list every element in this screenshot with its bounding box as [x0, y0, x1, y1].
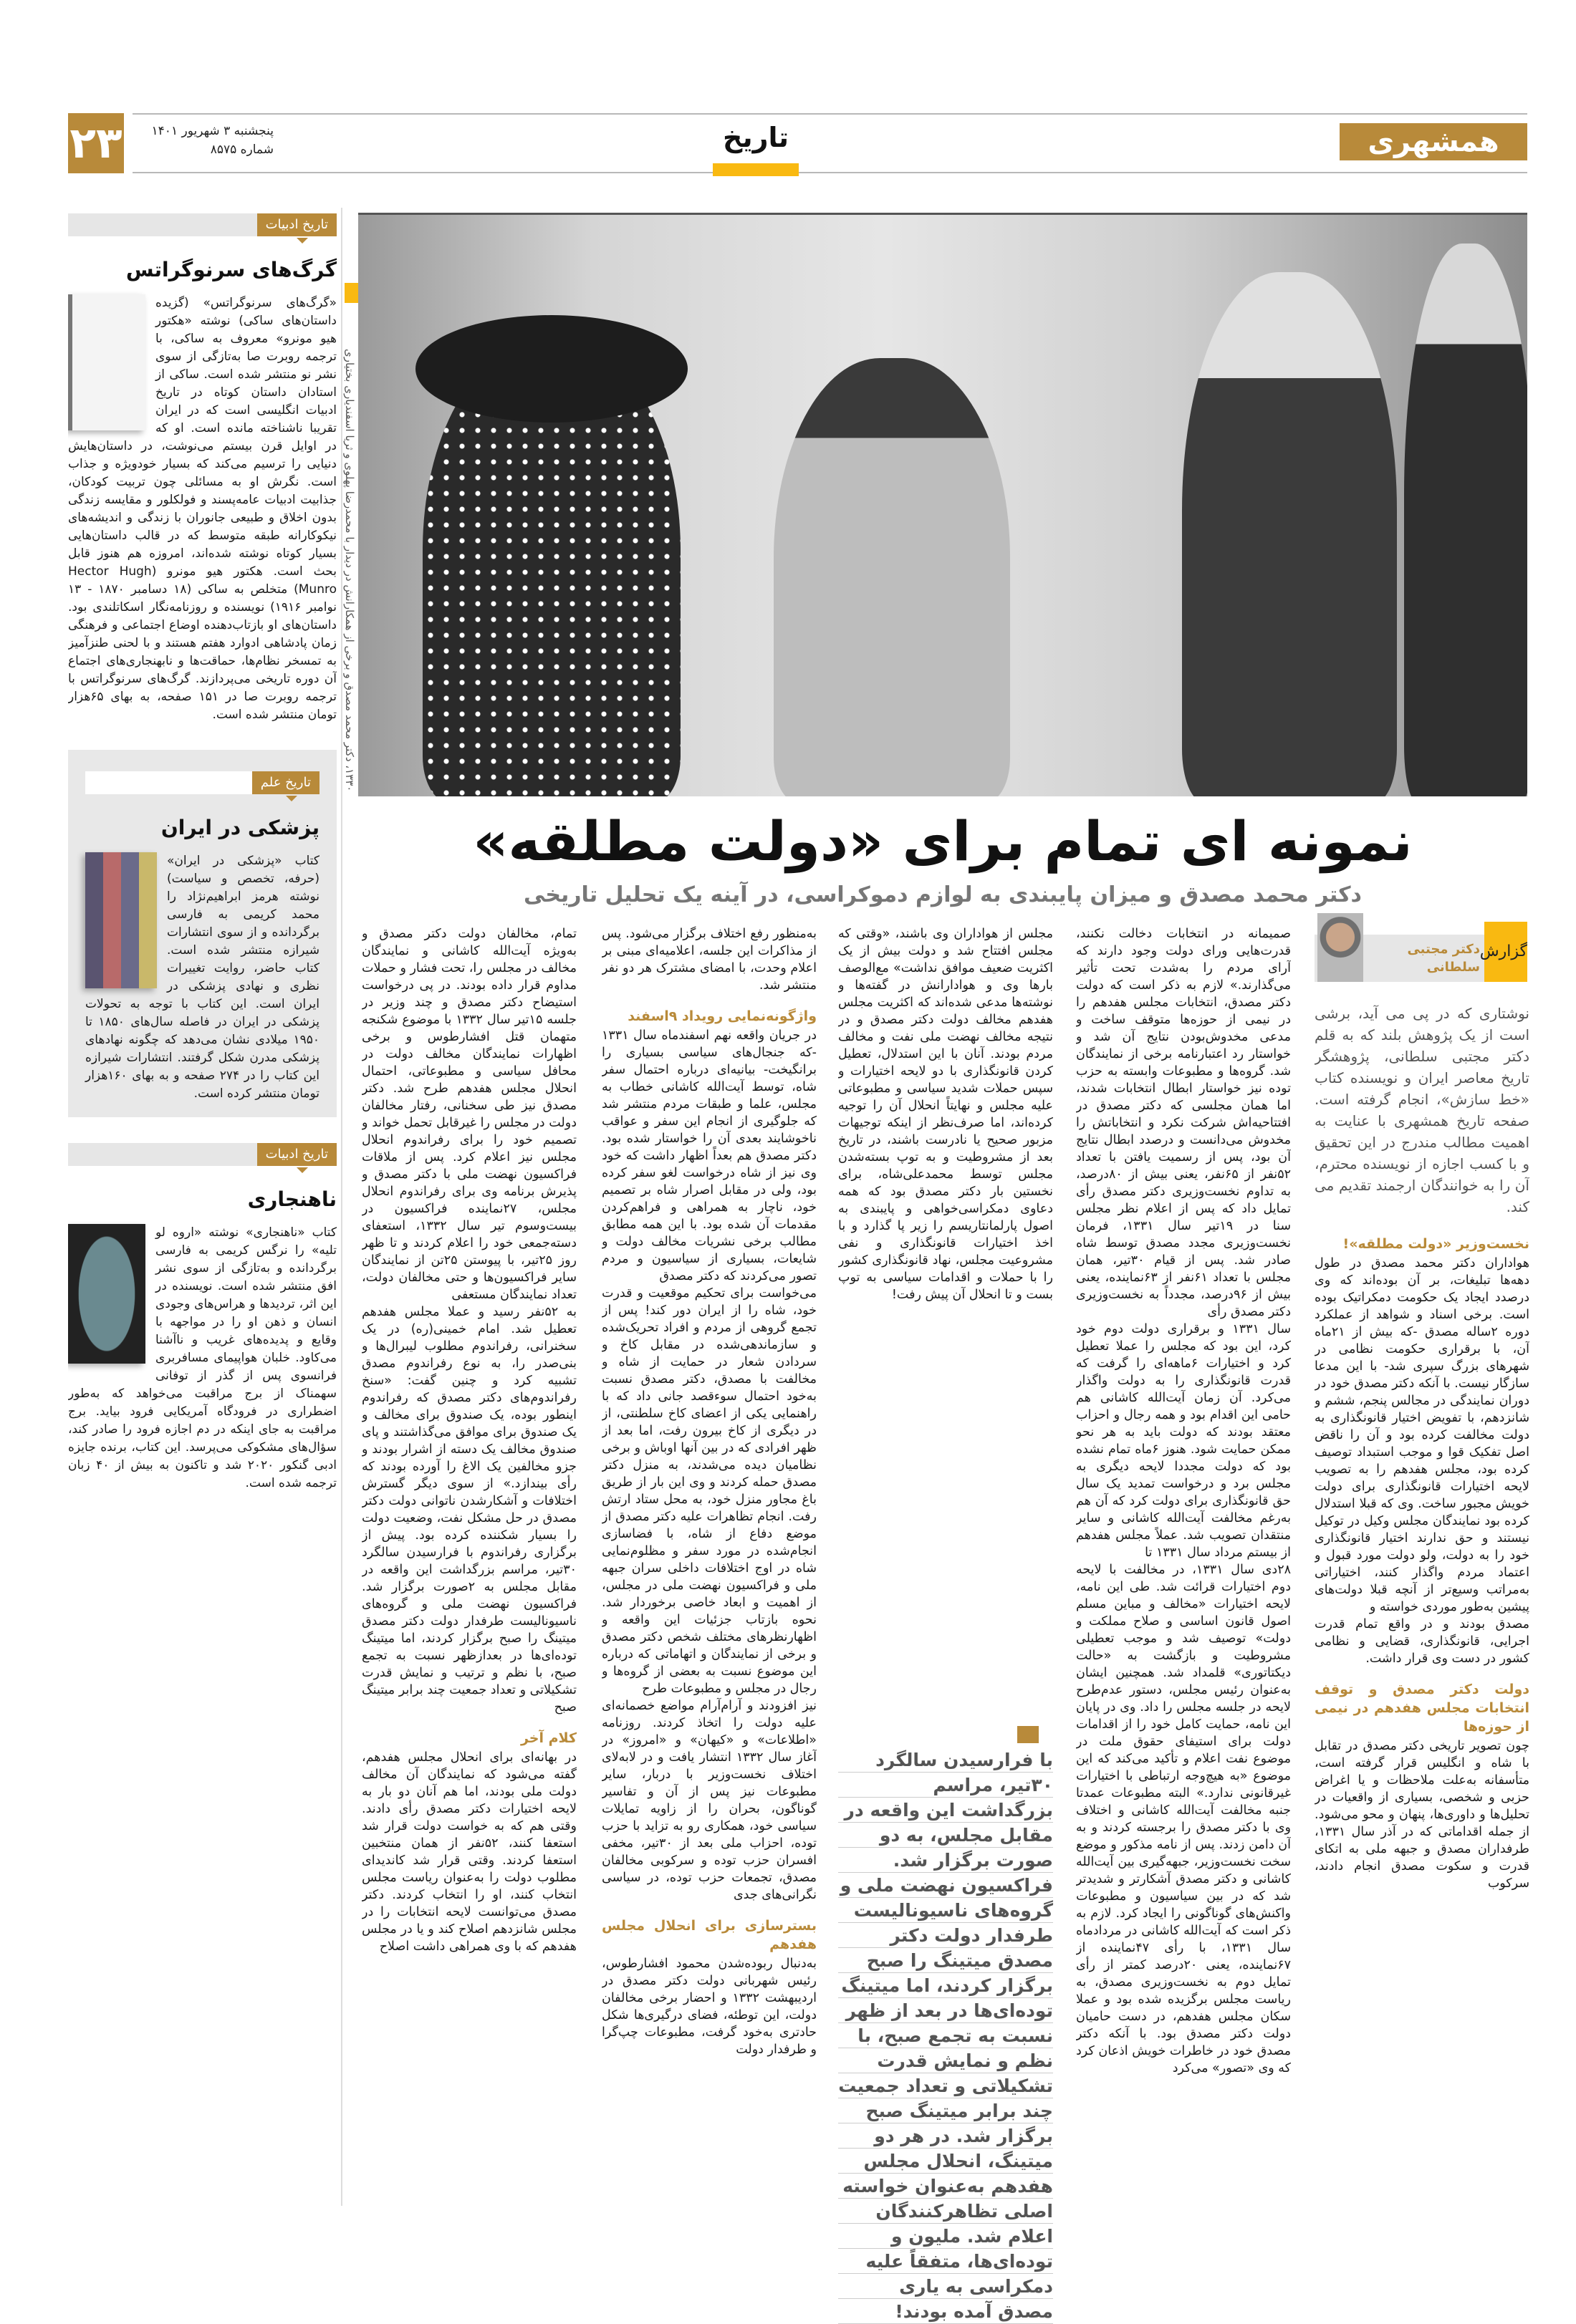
sidebar-title: پزشکی در ایران [160, 816, 319, 839]
body-paragraph: نیز افزودند و آرام‌آرام مواضع خصمانه‌ای علیه دولت را اتخاذ کردند. روزنامه «اطلاعات» و «کیهان» و «امروز» در آغاز سال ۱۳۳۲ انتشار یافت و در لابه‌لای اختلاف نخست‌وزیر با دربار، سایر مطبوعات نیز پس از آن و تفاسیر گوناگون، بحران را از زاویه تمایلات سیاسی خود، همکاری رو به تزاید با حزب توده، احزاب ملی بعد از ۳۰تیر، مخفی افسران حزب توده و سرکوبی مخالفان مصدق، تجمعات حزب توده، در سیاسی نگرانی‌های جدی [602, 1699, 817, 1902]
header-rule-bottom [133, 172, 1527, 173]
body-paragraph: به ۵۲نفر رسید و عملا مجلس هفدهم تعطیل شد. امام خمینی(ره) در یک سخنرانی، رفراندوم مطلوب لیبرال‌ها و بنی‌صدر را، به نوع رفراندوم مصدق تشبیه کرد و چنین گفت: «سنخ رفراندوم‌های دکتر مصدق که رفراندوم اینطور بوده، یک صندوق برای مخالف و یک صندوق برای موافق می‌گذاشتند و پای صندوق مخالف یک دسته از اشرار بودند و جزو مخالفین یک الاغ را آورده بودند که رأی بیندازد.» از سوی دیگر گسترش اختلافات و آشکارشدن ناتوانی دولت دکتر مصدق در حل مشکل نفت، وضعیت دولت را بسیار شکننده کرده بود. پیش از برگزاری رفراندوم با فرارسیدن سالگرد ۳۰تیر، مراسم بزرگداشت این واقعه در مقابل مجلس به ۲صورت برگزار شد. فراکسیون نهضت ملی و گروه‌های ناسیونالیست طرفدار دولت دکتر مصدق میتینگ را صبح برگزار کردند، اما میتینگ توده‌ای‌ها در بعدازظهر نسبت به تجمع صبح، با نظم و ترتیب و نمایش قدرت تشکیلاتی و تعداد جمعیت چند برابر میتینگ صبح [362, 1305, 577, 1715]
author-name: دکتر مجتبی سلطانی [1407, 942, 1480, 975]
article-subtitle: دکتر محمد مصدق و میزان پایبندی به لوازم دموکراسی، در آینه یک تحلیل تاریخی [524, 882, 1362, 907]
body-paragraph: هواداران دکتر محمد مصدق در طول دهه‌ها تبلیغات، بر آن بوده‌اند که وی درصدد ایجاد یک حکومت دمکراتیک بوده است. برخی اسناد و شواهد از عملکرد دوره ۲ساله مصدق -که بیش از ۲۱ماه آن، با برقراری حکومت نظامی در شهرهای بزرگ سپری شد- با این مدعا سازگار نیست. با آنکه دکتر مصدق خود در دوران نمایندگی در مجالس پنجم، ششم و شانزدهم، با تفویض اختیار قانونگذاری به دولت مخالفت کرده بود و آن را ناقض اصل تفکیک قوا و موجب استبداد توصیف کرده بود، مجلس هفدهم را به تصویب لایحه اختیارات قانونگذاری برای دولت خویش مجبور ساخت. وی که قبلا استدلال کرده بود نمایندگان مجلس وکیل در توکیل نیستند و حق ندارند اختیار قانونگذاری خود را به دولت، ولو دولت مورد قبول و اعتماد مردم واگذار کنند، اختیاراتی به‌مراتب وسیع‌تر از آنچه قبلا دولت‌های پیشین به‌طور موردی خواسته و [1315, 1256, 1529, 1614]
category-label: تاریخ علم [252, 771, 319, 794]
section-subheading: واژگونه‌نمایی رویداد ۹اسفند [628, 1008, 817, 1024]
author-avatar [1317, 913, 1363, 982]
book-cover-image [68, 1224, 145, 1364]
body-paragraph: به‌دنبال ربوده‌شدن محمود افشارطوس، رئیس شهربانی دولت دکتر مصدق در اردیبهشت ۱۳۳۲ و احضار برخی مخالفان دولت، این توطئه، فضای درگیری‌ها شکل حادتری به‌خود گرفت، مطبوعات چپ‌گرا و طرفدار دولت [602, 1957, 817, 2057]
body-paragraph: مجلس از هواداران وی باشند، «وقتی که مجلس افتتاح شد و دولت بیش از یک اکثریت ضعیف موافق نداشت» مع‌الوصف بارها وی و هوادارانش در گفته‌ها و نوشته‌ها مدعی شده‌اند که اکثریت مجلس هفدهم مخالف دولت دکتر مصدق و در نتیجه مخالف نهضت ملی نفت و مخالف مردم بودند. آنان با این استدلال، تعطیل کردن قانونگذاری با دو لایحه اختیارات و سپس حملات شدید سیاسی و مطبوعاتی علیه مجلس و نهایتاً انحلال آن را توجیه کرده‌اند، اما صرف‌نظر از اینکه توجیهات مزبور صحیح یا نادرست باشند، در تاریخ بعد از مشروطیت و به توپ بسته‌شدن مجلس توسط محمدعلی‌شاه، برای نخستین بار دکتر مصدق بود که همه دعاوی دمکراسی‌خواهی و پایبندی به اصول پارلمانتاریسم را زیر پا گذارد و با اخذ اختیارات قانونگذاری و نفی مشروعیت مجلس، نهاد قانونگذاری کشور را با حملات و اقدامات سیاسی به توپ بست و تا انحلال آن پیش رفت! [838, 927, 1053, 1302]
sidebar-text: «گرگ‌های سرنوگراتس» (گزیده داستان‌های ساکی) نوشته «هکتور هیو مونرو» معروف به ساکی، با ترجمه روبرت صا به‌تازگی از سوی نشر نو منتشر شده است. ساکی از استادان داستان کوتاه در تاریخ ادبیات انگلیسی است که در ایران تقریبا ناشناخته مانده است. او که در اوایل قرن بیستم می‌نوشت، در داستان‌هایش دنیایی را ترسیم می‌کند که بسیار خودویژه و جذاب است. نگرش او به مسائلی چون تربیت کودکان، جذابیت ادبیات عامه‌پسند و فولکلور و مقایسه زندگی بدون اخلاق و طبیعی جانوران با زندگی و اندیشه‌های نیکوکارانه طبقه متوسط که در قالب داستان‌هایی بسیار کوتاه نوشته شده‌اند، امروزه هم هنوز قابل بحث است. هکتور هیو مونرو (Hector Hugh Munro) متخلص به ساکی (۱۸ دسامبر ۱۸۷۰ - ۱۳ نوامبر ۱۹۱۶) نویسنده و روزنامه‌نگار اسکاتلندی بود. داستان‌های او بازتاب‌دهنده اوضاع اجتماعی و فرهنگی زمان پادشاهی ادوارد هفتم هستند و با لحنی طنزآمیز به تمسخر نظام‌ها، حماقت‌ها و نابهنجاری‌های اجتماع آن دوره تاریخی می‌پردازند. گرگ‌های سرنوگراتس با ترجمه روبرت صا در ۱۵۱ صفحه، به بهای ۶۵هزار تومان منتشر شده است. [68, 296, 337, 722]
section-title: تاریخ [722, 122, 789, 153]
sidebar-item-book-1 [68, 213, 337, 724]
sidebar-category [68, 1143, 337, 1166]
sidebar-item-book-3 [68, 1143, 337, 1493]
photo-figure-man-center [774, 358, 1010, 796]
photo-caption: ۱۳۳۰، دکتر محمد مصدق و برخی از همکارانش در دیدار با محمدرضا پهلوی و ثریا اسفندیاری بختیاری [343, 348, 356, 791]
photo-figure-man-edge [1404, 244, 1527, 796]
report-tag: گزارش [1484, 922, 1527, 982]
issue-date: پنجشنبه ۳ شهریور ۱۴۰۱ [151, 124, 274, 138]
body-paragraph: چون تصویر تاریخی دکتر مصدق در تقابل با شاه و انگلیس قرار گرفته است، متأسفانه به‌علت ملاحظات و یا اغراض حزبی و شخصی، بسیاری از واقعیات در تحلیل‌ها و داوری‌ها، پنهان و محو می‌شود. از جمله اقداماتی که در آذر سال ۱۳۳۱، طرفداران مصدق و جبهه ملی به اتکای قدرت و سکوت مصدق انجام دادند، سرکوب [1315, 1739, 1529, 1891]
book-cover-image [68, 294, 145, 430]
sidebar-title: ناهنجاری [247, 1187, 337, 1211]
article-column-3 [838, 925, 1053, 1713]
pull-quote-marker [1017, 1726, 1039, 1743]
body-paragraph: ۲۸دی سال ۱۳۳۱، در مخالفت با لایحه دوم اختیارات قرائت شد. طی این نامه، لایحه اختیارات «مخالف و مباین مسلم اصول قانون اساسی و صلاح مملکت و دولت» توصیف شد و موجب تعطیلی مشروطیت و بازگشت به «حالت دیکتاتوری» قلمداد شد. همچنین ایشان به‌عنوان رئیس مجلس، دستور عدم‌طرح لایحه در جلسه مجلس را داد. وی در پایان این نامه، حمایت کامل خود را از اقدامات دولت برای استیفای حقوق ملت در موضوع نفت اعلام و تأکید می‌کند که این موضوع «به هیچ‌وجه ارتباطی با اختیارات غیرقانونی ندارد.» البته مطبوعات عمدتا جنبه مخالفت آیت‌الله کاشانی و اختلاف وی با دکتر مصدق را برجسته کردند و به آن دامن زدند. پس از نامه مذکور و موضع سخت نخست‌وزیر، جبهه‌گیری بین آیت‌الله کاشانی و دکتر مصدق آشکارتر و شدیدتر شد که در بین سیاسیون و مطبوعات واکنش‌های گوناگونی را ایجاد کرد. لازم به ذکر است که آیت‌الله کاشانی در مردادماه سال ۱۳۳۱، با رأی ۴۷نماینده از ۶۷نماینده، یعنی ۲۰درصد کمتر از رأی تمایل دوم به نخست‌وزیری مصدق، به ریاست مجلس برگزیده شده بود و عملا سکان مجلس هفدهم، در دست حامیان دولت دکتر مصدق بود. با آنکه دکتر مصدق خود در خاطرات خویش اذعان کرد که وی «تصور» می‌کرد [1076, 1563, 1291, 2075]
body-paragraph: به‌منظور رفع اختلاف برگزار می‌شود. پس از مذاکرات این جلسه، اعلامیه‌ای مبنی بر اعلام وحدت، با امضای مشترک هر دو نفر منتشر شد. [602, 927, 817, 993]
article-column-5 [362, 925, 577, 2206]
section-subheading: کلام آخر [520, 1730, 577, 1746]
article-intro: نوشتاری که در پی می آید، برشی است از یک پژوهش بلند که به قلم دکتر مجتبی سلطانی، پژوهشگر تاریخ معاصر ایران و نویسنده کتاب «خط سازش»، انجام گرفته است. صفحه تاریخ همشهری با عنایت به اهمیت مطالب مندرج در این تحقیق و با کسب اجازه از نویسنده محترم، آن را به خوانندگان ارجمند تقدیم می کند. [1315, 1005, 1529, 1215]
section-subheading: دولت دکتر مصدق و توقف انتخابات مجلس هفدهم در نیمی از حوزه‌ها [1315, 1682, 1529, 1735]
newspaper-logo: همشهری [1340, 123, 1527, 160]
header-rule-top [133, 113, 1527, 115]
article-column-1 [1315, 1003, 1529, 2206]
sidebar-category [68, 213, 337, 236]
photo-figure-hat [415, 315, 688, 423]
section-label [713, 122, 799, 176]
body-paragraph: مصدق بودند و در واقع تمام قدرت اجرایی، قانونگذاری، قضایی و نظامی کشور در دست وی قرار داشت. [1315, 1617, 1529, 1666]
book-cover-image [85, 852, 157, 988]
sidebar [68, 213, 337, 2212]
article-column-4 [602, 925, 817, 2206]
article-column-2 [1076, 925, 1291, 2206]
category-label: تاریخ ادبیات [257, 213, 337, 236]
photo-figure-man-right [1182, 272, 1397, 796]
issue-number: شماره ۸۵۷۵ [210, 143, 274, 157]
pull-quote: با فرارسیدن سالگرد ۳۰تیر، مراسم بزرگداشت این واقعه در مقابل مجلس، به دو صورت برگزار شد. فراکسیون نهضت ملی و گروه‌های ناسیونالیست طرفدار دولت دکتر مصدق میتینگ را صبح برگزار کردند، اما میتینگ توده‌ای‌ها در بعد از ظهر نسبت به تجمع صبح، با نظم و نمایش قدرت تشکیلاتی و تعداد جمعیت چند برابر میتینگ صبح برگزار شد. در هر دو میتینگ، انحلال مجلس هفدهم به‌عنوان خواسته اصلی تظاهرکنندگان اعلام شد. ملیون و توده‌ای‌ها، متفقاً علیه دمکراسی به یاری مصدق آمده بودند! [838, 1747, 1053, 2324]
caption-marker [345, 283, 359, 303]
article-headline: نمونه ای تمام برای «دولت مطلقه» [473, 809, 1413, 873]
body-paragraph: می‌خواست برای تحکیم موقعیت و قدرت خود، شاه را از ایران دور کند! پس از تجمع گروهی از مردم و افراد تحریک‌شده و سازماندهی‌شده در مقابل کاخ و سردادن شعار در حمایت از شاه و مخالفت با مصدق، دکتر مصدق نسبت به‌خود احتمال سوءقصد جانی داد که با راهنمایی یکی از اعضای کاخ سلطنتی، از در دیگری از کاخ بیرون رفت، اما بعد از ظهر افرادی که در بین آنها اوباش و برخی نظامیان دیده می‌شدند، به منزل دکتر مصدق حمله کردند و وی این بار از طریق باغ مجاور منزل خود، به محل ستاد ارتش رفت. انجام تظاهرات علیه دکتر مصدق از موضع دفاع از شاه، با فضاسازی انجام‌شده در مورد سفر و مظلوم‌نمایی شاه در اوج اختلافات داخلی سران جبهه ملی و فراکسیون نهضت ملی در مجلس، از اهمیت و ابعاد خاصی برخوردار شد. نحوه بازتاب جزئیات این واقعه و اظهارنظرهای مختلف شخص دکتر مصدق و برخی از نمایندگان و اتهاماتی که درباره این موضوع نسبت به بعضی از گروه‌ها و رجال در مجلس و مطبوعات طرح [602, 1286, 817, 1696]
sidebar-category [85, 771, 319, 794]
dateline [130, 122, 274, 159]
sidebar-text: کتاب «پزشکی در ایران» (حرفه، تخصص و سیاست) نوشته هرمز ابراهیم‌نژاد را محمد کریمی به فارسی برگردانده و از سوی انتشارات شیرازه منتشر شده است. کتاب حاضر، روایت تغییرات نظری و نهادی پزشکی در ایران است. این کتاب با توجه به تحولات پزشکی در ایران در فاصله سال‌های ۱۸۵۰ تا ۱۹۵۰ میلادی نشان می‌دهد که چگونه نهادهای پزشکی مدرن شکل گرفتند. انتشارات شیرازه این کتاب را در ۲۷۴ صفحه و به بهای ۱۶۰هزار تومان منتشر کرده است. [85, 854, 319, 1101]
sidebar-item-book-2 [68, 750, 337, 1117]
body-paragraph: تمام، مخالفان دولت دکتر مصدق و به‌ویژه آیت‌الله کاشانی و نمایندگان مخالف در مجلس را، تحت فشار و حملات مداوم قرار داده بودند. در پی درخواست استیضاح دکتر مصدق و چند وزیر در جلسه ۱۵تیر سال ۱۳۳۲ با موضوع شکنجه متهمان قتل افشارطوس و برخی اظهارات نمایندگان مخالف دولت در محافل سیاسی و مطبوعاتی، احتمال انحلال مجلس هفدهم طرح شد. دکتر مصدق نیز طی سخنانی، رفتار مخالفان دولت در مجلس را غیرقابل تحمل خواند و تصمیم خود را برای رفراندوم انحلال مجلس نیز اعلام کرد. پس از ملاقات فراکسیون نهضت ملی با دکتر مصدق و پذیرش برنامه وی برای رفراندوم انحلال مجلس، ۲۷نماینده فراکسیون در بیست‌وسوم تیر سال ۱۳۳۲، استعفای دسته‌جمعی خود را اعلام کردند و تا ظهر روز ۲۵تیر، با پیوستن ۲۵تن از نمایندگان سایر فراکسیون‌ها و حتی مخالفان دولت، تعداد نمایندگان مستعفی [362, 927, 577, 1302]
category-label: تاریخ ادبیات [257, 1143, 337, 1166]
sidebar-title: گرگ‌های سرنوگراتس [125, 258, 337, 281]
byline [1315, 935, 1527, 982]
lead-photo [358, 213, 1527, 796]
body-paragraph: سال ۱۳۳۱ و برقراری دولت دوم خود کرد، این بود که مجلس را عملا تعطیل کرد و اختیارات ۶ماهه‌ای را گرفت که قدرت قانونگذاری را به دولت واگذار می‌کرد. آن زمان آیت‌الله کاشانی هم حامی این اقدام بود و همه رجال و احزاب معتقد بودند که دولت باید به هر نحو ممکن حمایت شود. هنوز ۶ماه تمام نشده بود که دولت مجددا لایحه دیگری به مجلس برد و درخواست تمدید یک سال حق قانونگذاری برای دولت کرد که آن هم به‌رغم مخالفت آیت‌الله کاشانی و سایر منتقدان تصویب شد. عملاً مجلس هفدهم از بیستم مرداد سال ۱۳۳۱ تا [1076, 1322, 1291, 1560]
body-paragraph: صمیمانه در انتخابات دخالت نکنند، قدرت‌هایی ورای دولت وجود دارند که آرای مردم را به‌شدت تحت تأثیر می‌گذارند.» لازم به ذکر است که دولت دکتر مصدق، انتخابات مجلس هفدهم را در نیمی از حوزه‌ها متوقف ساخت و مدعی مخدوش‌بودن نتایج آن شد و خواستار رد اعتبارنامه برخی از نمایندگان شد. گروه‌ها و مطبوعات وابسته به حزب توده نیز خواستار ابطال انتخابات شدند، اما همان مجلسی که دکتر مصدق در افتتاحیه‌اش شرکت نکرد و انتخاباتش را مخدوش می‌دانست و درصدد ابطال نتایج آن بود، پس از رسمیت یافتن با تعداد ۵۲نفر از ۶۵نفر، یعنی بیش از ۸۰درصد، به تداوم نخست‌وزیری دکتر مصدق رأی تمایل داد که پس از اعلام نظر مجلس سنا در ۱۹تیر سال ۱۳۳۱، فرمان نخست‌وزیری مجدد مصدق توسط شاه صادر شد. پس از قیام ۳۰تیر، همان مجلس با تعداد ۶۱نفر از ۶۳نماینده، یعنی بیش از ۹۶درصد، مجدداً به نخست‌وزیری دکتر مصدق رأی [1076, 927, 1291, 1319]
sidebar-text: کتاب «ناهنجاری» نوشته «اروه لو تلیه» را نرگس کریمی به فارسی برگردانده و به‌تازگی از سوی نشر افق منتشر شده است. نویسنده در این اثر، تردیدها و هراس‌های وجودی انسان و ذهن او را در مواجهه با وقایع و پدیده‌های غریب و ناآشنا می‌کاود. خلبان هواپیمای مسافربری فرانسوی پس از گذر از توفانی سهمناک از برج مراقبت می‌خواهد که به‌طور اضطراری در فرودگاه آمریکایی فرود بیاید. برج مراقبت به جای اینکه در دم اجازه فرود را صادر کند، سؤال‌های مشکوکی می‌پرسد. این کتاب، برنده جایزه ادبی گنکور ۲۰۲۰ شد و تاکنون به بیش از ۴۰ زبان ترجمه شده است. [68, 1225, 337, 1490]
section-bar [713, 163, 799, 176]
page-number: ۲۳ [68, 113, 124, 173]
section-subheading: بسترسازی برای انحلال مجلس هفدهم [602, 1918, 817, 1952]
body-paragraph: در جریان واقعه نهم اسفندماه سال ۱۳۳۱ -که جنجال‌های سیاسی بسیاری را برانگیخت- بیانیه‌ای درباره احتمال سفر شاه، توسط آیت‌الله کاشانی خطاب به مجلس، علما و طبقات مردم منتشر شد که جلوگیری از انجام این سفر و عواقب ناخوشایند بعدی آن را خواستار شده بود. دکتر مصدق هم بعداً اظهار داشت که خود وی نیز از شاه درخواست لغو سفر کرده بود، ولی در مقابل اصرار شاه بر تصمیم خود، ناچار به همراهی و فراهم‌کردن مقدمات آن شده بود. با این همه مطابق مطالب برخی نشریات مخالف دولت و شایعات، بسیاری از سیاسیون و مردم تصور می‌کردند که دکتر مصدق [602, 1028, 817, 1283]
section-subheading: نخست‌وزیر «دولت مطلقه»! [1342, 1236, 1529, 1252]
body-paragraph: در بهانه‌ای برای انحلال مجلس هفدهم، گفته می‌شود که نمایندگان آن مخالف دولت ملی بودند، اما هم آنان دو بار به لایحه اختیارات دکتر مصدق رأی دادند. وقتی هم که به خواست دولت قرار شد استعفا کنند، ۵۲نفر از همان منتخبین استعفا کردند. وقتی قرار شد کاندیدای مطلوب دولت را به‌عنوان ریاست مجلس انتخاب کنند، او را انتخاب کردند. دکتر مصدق می‌توانست لایحه انتخابات را در مجلس شانزدهم اصلاح کند و یا در مجلس هفدهم که با وی همراهی داشت اصلاح [362, 1750, 577, 1954]
